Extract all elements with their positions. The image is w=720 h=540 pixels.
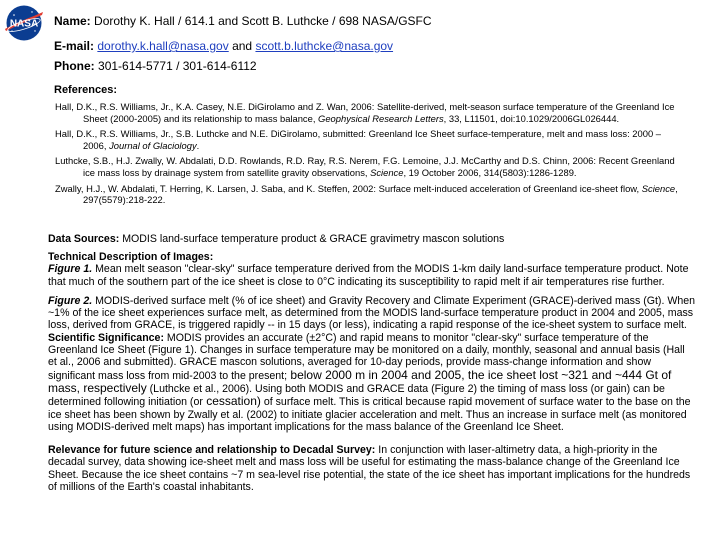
- email-link-luthcke[interactable]: scott.b.luthcke@nasa.gov: [255, 39, 394, 53]
- relevance-label: Relevance for future science and relationship to Decadal Survey:: [48, 444, 376, 457]
- figure1-description: Figure 1. Mean melt season "clear-sky" surface temperature derived from the MODIS 1-km daily land-surface temperature product. Note that much of the southern part of the ice sheet is close to 0°C indicating its susceptibility to rapid melt if air temperatures rise further.: [48, 263, 689, 288]
- reference-item: Zwally, H.J., W. Abdalati, T. Herring, K. Larsen, J. Saba, and K. Steffen, 2002: Surface melt-induced acceleration of Greenland ice-sheet flow, Science, 297(5579):218-222.: [55, 182, 678, 206]
- reference-item: Hall, D.K., R.S. Williams, Jr., K.A. Casey, N.E. DiGirolamo and Z. Wan, 2006: Satellite-derived, melt-season surface temperature of the Greenland Ice Sheet (2000-2005) and its relationship to mass balance, Geophysical Research Letters, 33, L11501, doi:10.1029/2006GL026444.: [55, 101, 675, 124]
- scientific-significance: Scientific Significance: MODIS provides an accurate (±2°C) and rapid means to monitor "clear-sky" surface temperature of the Greenland Ice Sheet (Figure 1). Changes in surface temperature may be monitored on a daily, monthly, seasonal and annual basis (Hall et al., 2006 and submitted). GRACE mascon solutions, averaged for 10-day periods, provide mass-change information and show significant mass loss from mid-2003 to the present; below 2000 m in 2004 and 2005, the ice sheet lost ~321 and ~444 Gt of mass, respectively (Luthcke et al., 2006). Using both MODIS and GRACE data (Figure 2) the timing of mass loss (or gain) can be determined following initiation (or cessation) of surface melt. This is critical because rapid movement of surface water to the base on the ice sheet has been shown by Zwally et al. (2002) to initiate glacier acceleration and melt. Thus an increase in surface melt (as monitored using MODIS-derived melt maps) has important implications for the mass balance of the Greenland Ice Sheet.: [48, 331, 691, 433]
- email-line: [54, 39, 393, 53]
- references-heading: References:: [54, 84, 117, 96]
- email-and: and: [232, 39, 253, 53]
- phone-label: Phone:: [54, 59, 95, 73]
- significance-label: Scientific Significance:: [48, 331, 164, 344]
- name-line: [54, 14, 432, 28]
- relevance-decadal-survey: Relevance for future science and relationship to Decadal Survey: In conjunction with laser-altimetry data, a high-priority in the decadal survey, data showing ice-sheet melt and mass loss will be useful for estimating the mass-balance change of the Greenland Ice Sheet. Because the ice sheet contains ~7 m sea-level rise potential, the state of the ice sheet has important implications for the hundreds of millions of the Earth's coastal inhabitants.: [48, 444, 691, 494]
- reference-item: Hall, D.K., R.S. Williams, Jr., S.B. Luthcke and N.E. DiGirolamo, submitted: Greenland Ice Sheet surface-temperature, melt and mass loss: 2000 – 2006, Journal of Glaciology.: [55, 128, 661, 151]
- phone-line: [54, 59, 257, 73]
- svg-text:NASA: NASA: [9, 18, 39, 30]
- data-sources-text: MODIS land-surface temperature product & GRACE gravimetry mascon solutions: [119, 233, 505, 245]
- tech-desc-heading: Technical Description of Images:: [48, 251, 214, 263]
- email-label: E-mail:: [54, 39, 95, 53]
- figure2-description: Figure 2. MODIS-derived surface melt (% of ice sheet) and Gravity Recovery and Climate Experiment (GRACE)-derived mass (Gt). When ~1% of the ice sheet experiences surface melt, as determined from the MODIS land-surface temperature product in 2004 and 2005, mass loss, derived from GRACE, is triggered rapidly -- in 15 days (or less), indicating a rapid response of the ice-sheet system to surface melt.: [48, 294, 696, 332]
- name-value: Dorothy K. Hall / 614.1 and Scott B. Luthcke / 698 NASA/GSFC: [94, 14, 432, 28]
- references-list: [55, 101, 685, 206]
- nasa-logo: [2, 4, 46, 42]
- technical-description: [48, 251, 696, 493]
- reference-item: Luthcke, S.B., H.J. Zwally, W. Abdalati, D.D. Rowlands, R.D. Ray, R.S. Nerem, F.G. Lemoine, J.J. McCarthy and D.S. Chinn, 2006: Recent Greenland ice mass loss by drainage system from satellite gravity observations, Science, 19 October 2006, 314(5803):1286-1289.: [55, 155, 675, 178]
- name-label: Name:: [54, 14, 91, 28]
- data-sources-label: Data Sources:: [48, 233, 120, 245]
- phone-value: 301-614-5771 / 301-614-6112: [98, 59, 257, 73]
- email-link-hall[interactable]: dorothy.k.hall@nasa.gov: [97, 39, 229, 53]
- data-sources: [48, 233, 698, 245]
